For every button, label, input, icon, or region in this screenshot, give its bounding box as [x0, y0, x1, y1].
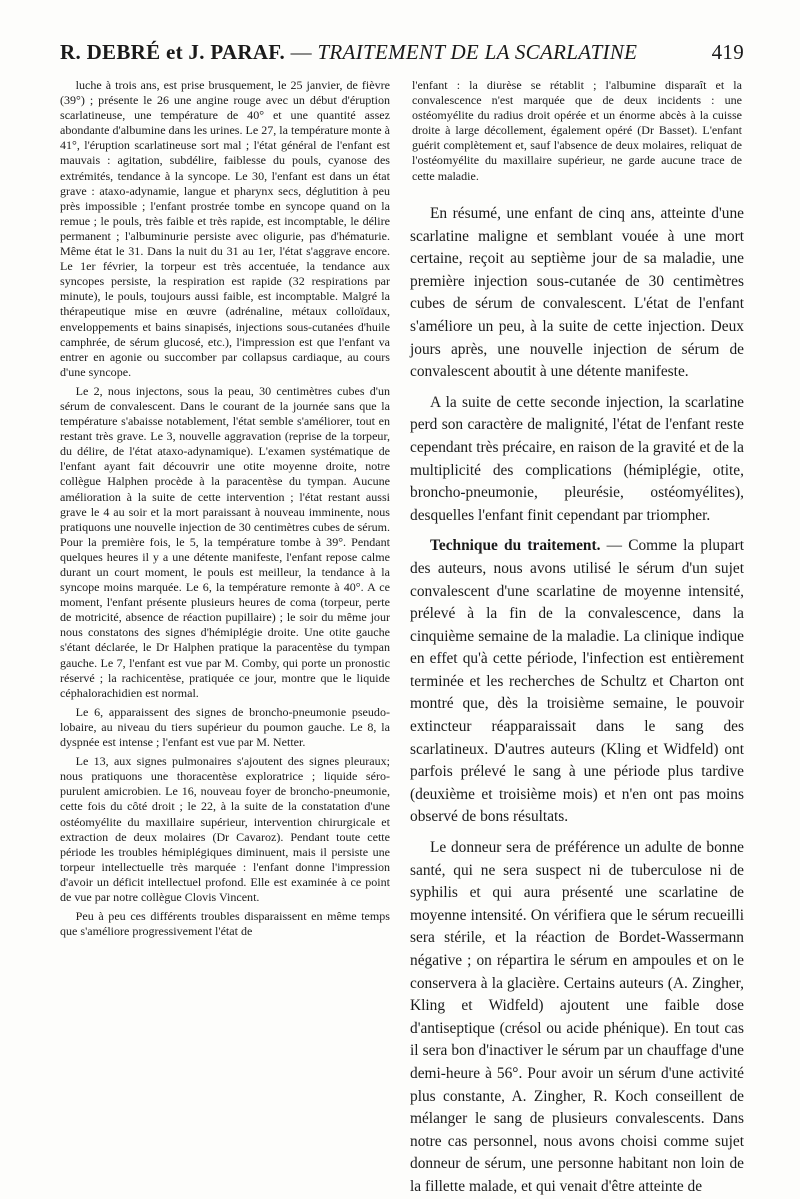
header-title: TRAITEMENT DE LA SCARLATINE	[317, 40, 638, 64]
left-column	[60, 78, 390, 939]
right-column-small-print	[412, 78, 742, 184]
right-column	[410, 203, 744, 1199]
left-paragraph-3: Le 6, apparaissent des signes de broncho-pneumonie pseudo-lobaire, au niveau du tiers supérieur du poumon gauche. Le 8, la dyspnée est intense ; l'enfant est vue par M. Netter.	[60, 704, 390, 750]
summary-paragraph: En résumé, une enfant de cinq ans, atteinte d'une scarlatine maligne et semblant vouée à une mort certaine, reçoit au septième jour de sa maladie, une première injection sous-cutanée de 30 centimètres cubes de sérum de convalescent. L'état de l'enfant s'améliore un peu, à la suite de cette injection. Deux jours après, une nouvelle injection de sérum de convalescent aboutit à une détente manifeste.	[410, 205, 744, 381]
page-number: 419	[711, 40, 744, 64]
second-injection-paragraph: A la suite de cette seconde injection, la scarlatine perd son caractère de malignité, l'état de l'enfant reste cependant très précaire, en raison de la gravité et de la multiplicité des complications (hémiplégie, otite, broncho-pneumonie, pleurésie, ostéomyélites), desquelles l'enfant finit cependant par triompher.	[410, 393, 744, 524]
header-dash: —	[285, 40, 318, 64]
left-paragraph-1: luche à trois ans, est prise brusquement, le 25 janvier, de fièvre (39°) ; présente le 26 une angine rouge avec un début d'éruption scarlatineuse, une température de 40° et une quantité assez abondante d'albumine dans les urines. Le 27, la température monte à 41°, l'éruption scarlatineuse sort mal ; l'état général de l'enfant est mauvais : agitation, subdélire, faiblesse du pouls, cyanose des extrémités, tendance à la syncope. Le 30, l'enfant est dans un état grave : ataxo-adynamie, langue et pharynx secs, déglutition à peu près impossible ; l'enfant prostrée tombe en syncope quand on la remue ; le pouls, très faible et très rapide, est incomptable, le délire permanent ; l'albuminurie persiste avec oligurie, pas d'hématurie. Même état le 31. Dans la nuit du 31 au 1er, l'état s'aggrave encore. Le 1er février, la torpeur est très accentuée, la tendance aux syncopes persiste, la respiration est rapide (32 respirations par minute), le pouls, toujours aussi faible, est incomptable. Malgré la thérapeutique mise en œuvre (adrénaline, métaux colloïdaux, enveloppements et bains sinapisés, injections sous-cutanées d'huile camphrée, de sérum glucosé, etc.), l'impression est que l'enfant va entrer en agonie ou succomber par collapsus cardiaque, au cours d'une syncope.	[60, 78, 391, 379]
donor-paragraph: Le donneur sera de préférence un adulte de bonne santé, qui ne sera suspect ni de tuberculose ni de syphilis et qui aura présenté une scarlatine de moyenne intensité. On vérifiera que le sérum recueilli sera stérile, et la réaction de Bordet-Wassermann négative ; on répartira le sérum en ampoules et on le conservera à la glacière. Certains auteurs (A. Zingher, Kling et Widfeld) ajoutent une faible dose d'antiseptique (crésol ou acide phénique). En tout cas il sera bon d'inactiver le sérum par un chauffage d'une demi-heure à 56°. Pour avoir un sérum d'une activité plus constante, A. Zingher, R. Koch conseillent de mélanger le sang de plusieurs convalescents. Dans notre cas personnel, nous avons choisi comme sujet donneur de sérum, une personne habitant non loin de la fillette malade, et qui venait d'être atteinte de	[410, 839, 744, 1195]
running-header	[60, 40, 744, 80]
technique-heading: Technique du traitement.	[430, 537, 601, 555]
technique-text: — Comme la plupart des auteurs, nous avons utilisé le sérum d'un sujet convalescent d'une scarlatine de moyenne intensité, prélevé à la fin de la convalescence, dans la cinquième semaine de la maladie. La clinique indique en effet qu'à cette période, l'infection est entièrement terminée et les recherches de Schultz et Charton ont montré que, dès la troisième semaine, le pouvoir extincteur réapparaissait dans le sang des scarlatineux. D'autres auteurs (Kling et Widfeld) ont parfois prélevé le sang à une période plus tardive (deuxième et troisième mois) et n'en ont pas moins observé de bons résultats.	[410, 537, 744, 826]
left-paragraph-4: Le 13, aux signes pulmonaires s'ajoutent des signes pleuraux; nous pratiquons une thoracentèse exploratrice ; liquide séro-purulent amicrobien. Le 16, nouveau foyer de broncho-pneumonie, cette fois du côté droit ; le 22, à la suite de la constatation d'une ostéomyélite du maxillaire supérieur, intervention chirurgicale et extraction de deux molaires (Dr Cavaroz). Pendant toute cette période les troubles hémiplégiques diminuent, mais il persiste une torpeur intellectuelle très marquée : l'enfant donne l'impression d'avoir un déficit intellectuel profond. Elle est examinée à ce point de vue par notre collègue Clovis Vincent.	[60, 754, 390, 904]
header-authors: R. DEBRÉ et J. PARAF.	[60, 40, 286, 64]
left-paragraph-2: Le 2, nous injectons, sous la peau, 30 centimètres cubes d'un sérum de convalescent. Dans le courant de la journée sans que la température s'abaisse notablement, l'état semble s'améliorer, tout en restant très grave. Le 3, nouvelle aggravation (reprise de la torpeur, du délire, de l'état ataxo-adynamique). L'examen systématique de l'enfant ayant fait découvrir une otite moyenne droite, notre collègue Halphen procède à la paracentèse du tympan. Aucune amélioration à la suite de cette intervention ; l'état restant aussi grave le 4 au soir et la mort paraissant à nouveau imminente, nous pratiquons une nouvelle injection de 30 centimètres cubes de sérum. Pour la première fois, le 5, la température tombe à 39°. Pendant quelques heures il y a une détente manifeste, l'enfant repose calme durant un court moment, le pouls est meilleur, la tendance à la syncope moins marquée. Le 6, la température remonte à 40°. A ce moment, l'enfant présente plusieurs heures de coma (torpeur, perte de motricité, absence de réaction pupillaire) ; le soir du même jour nous constatons des signes d'hémiplégie droite. Une otite gauche s'étant déclarée, le Dr Halphen pratique la paracentèse du tympan gauche. Le 7, l'enfant est vue par M. Comby, qui porte un pronostic réservé ; la rachicentèse, pratiquée ce jour, montre que le liquide céphalorachidien est normal.	[60, 383, 390, 700]
right-small-paragraph-1: l'enfant : la diurèse se rétablit ; l'albumine disparaît et la convalescence n'est marquée que de deux incidents : une ostéomyélite du radius droit opérée et un énorme abcès à la cuisse droite à large décollement, également opéré (Dr Basset). L'enfant guérit complètement et, sauf l'absence de deux molaires, reliquat de l'ostéomyélite du maxillaire supérieur, ne garde aucune trace de cette maladie.	[412, 78, 742, 183]
left-paragraph-5: Peu à peu ces différents troubles disparaissent en même temps que s'améliore progressivement l'état de	[60, 909, 390, 939]
technique-paragraph	[410, 535, 744, 829]
